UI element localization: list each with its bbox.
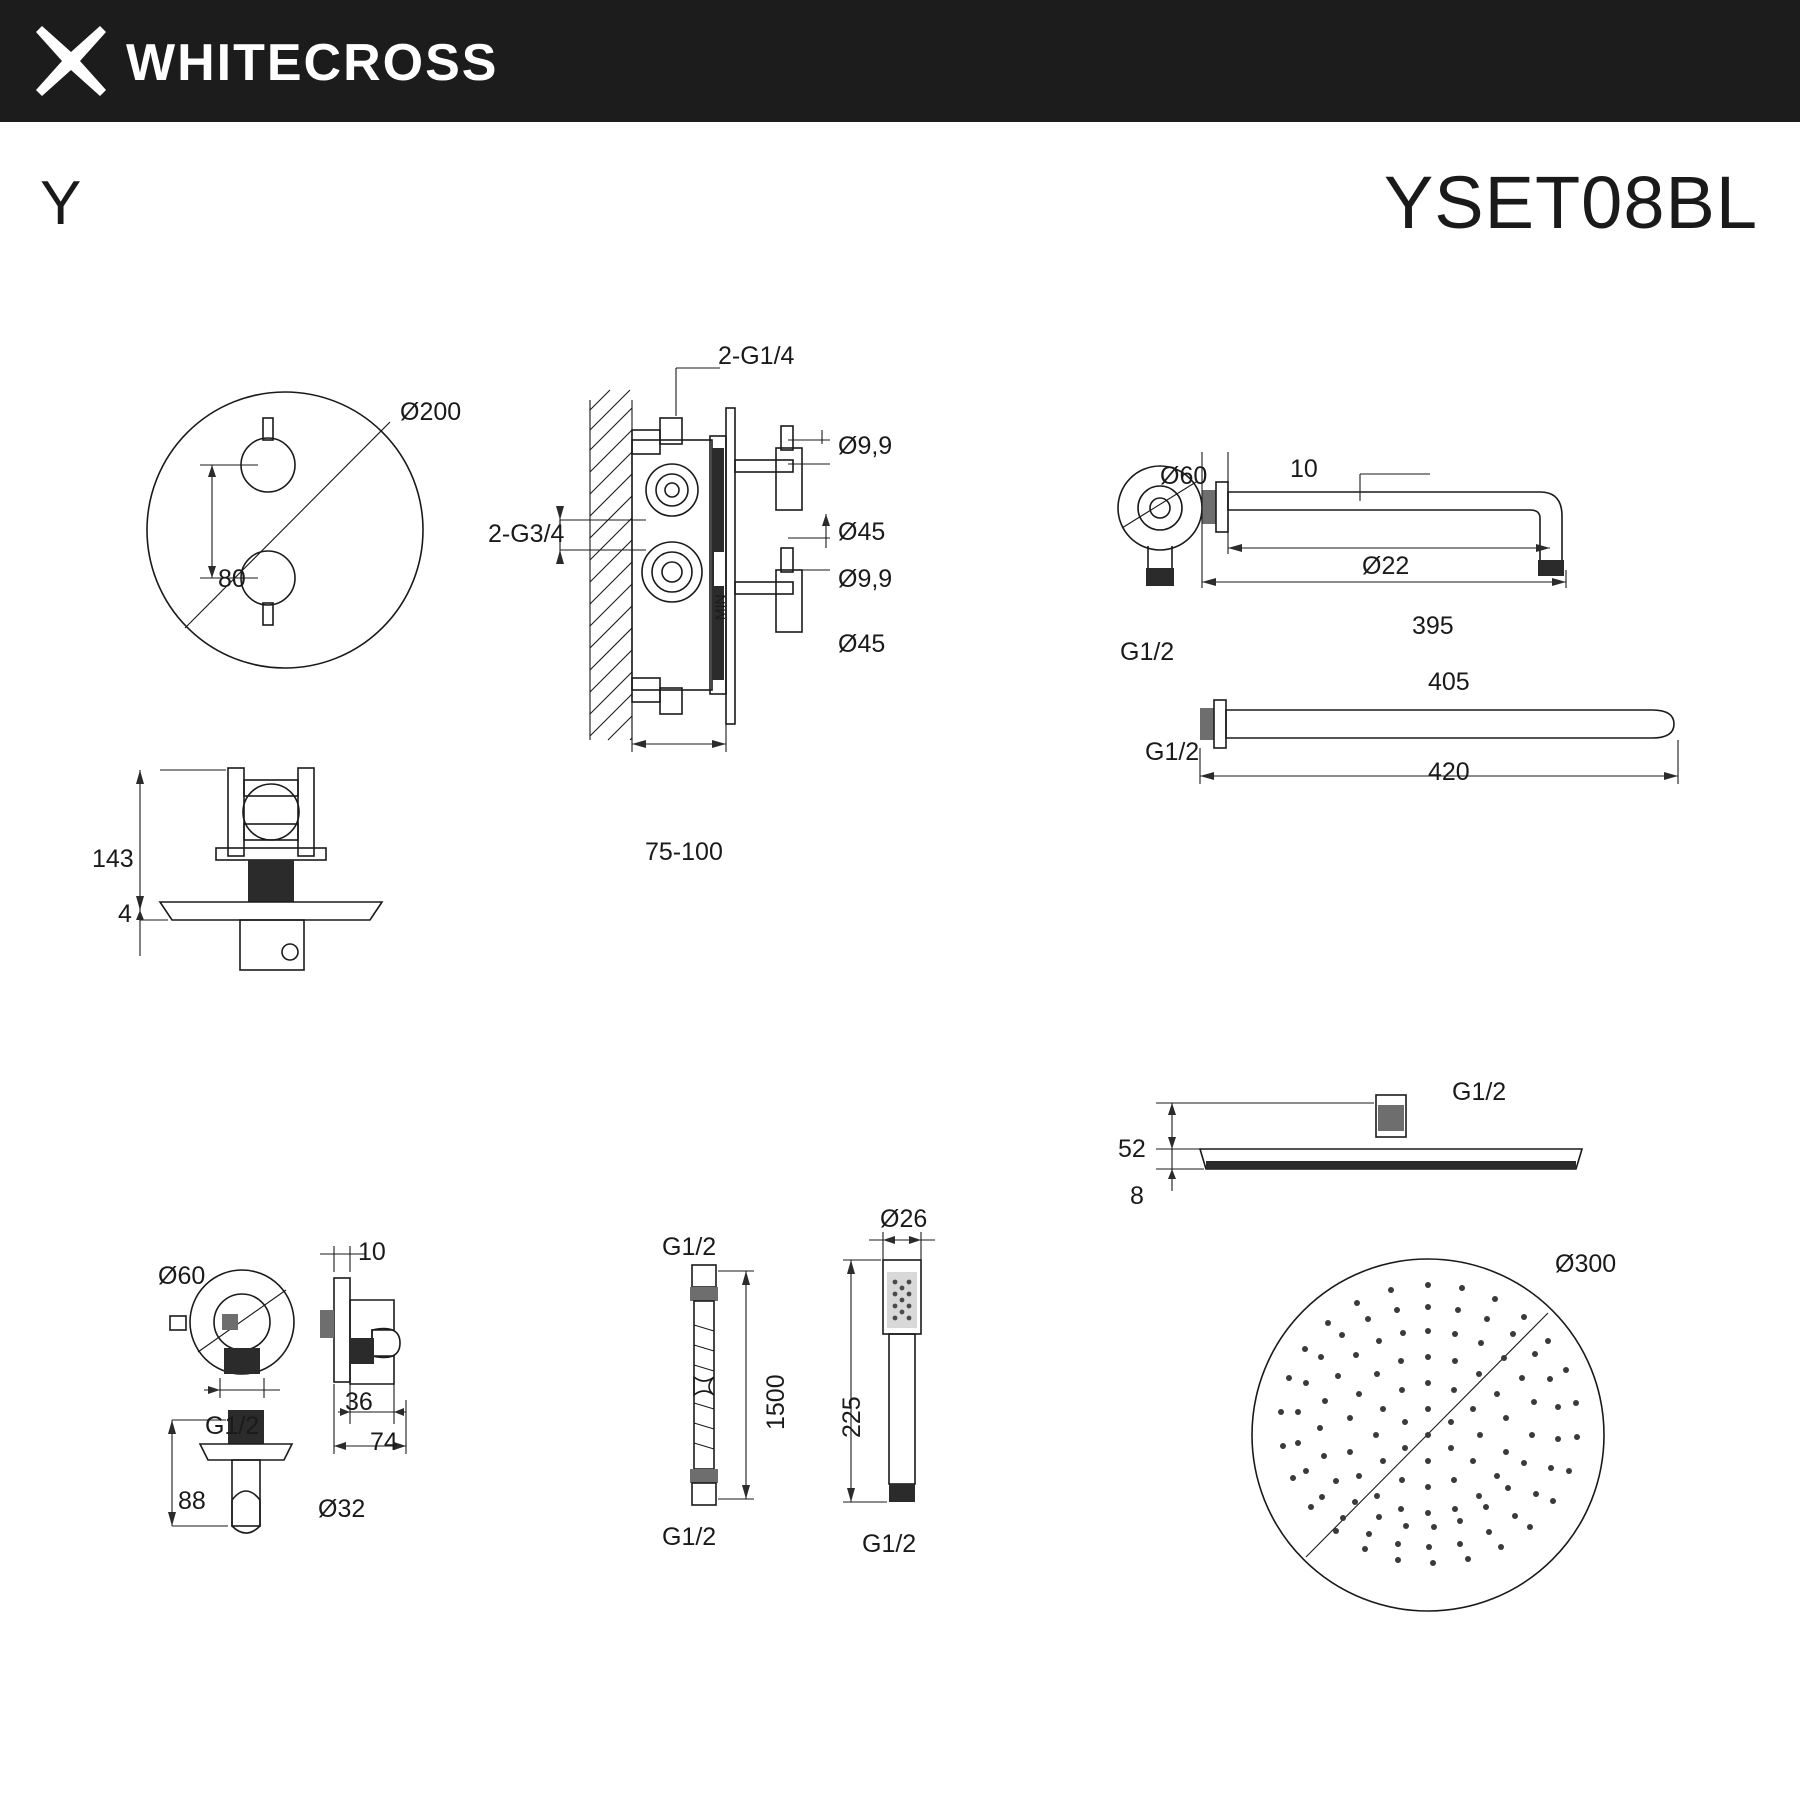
- dim-g12-hand: G1/2: [862, 1530, 917, 1558]
- header-bar: [0, 0, 1800, 122]
- min-marking: MIN: [712, 594, 728, 620]
- dim-74: 74: [370, 1428, 398, 1456]
- dim-g12-arm-2: G1/2: [1145, 738, 1200, 766]
- overhead-shower-front-view: [1248, 1255, 1608, 1615]
- dim-d26: Ø26: [880, 1205, 928, 1233]
- dim-d45-b: Ø45: [838, 630, 886, 658]
- dim-1500: 1500: [762, 1374, 790, 1430]
- dim-g12-outlet: G1/2: [205, 1412, 260, 1440]
- dim-d99-b: Ø9,9: [838, 565, 893, 593]
- x-cross-logo-icon: [32, 22, 110, 100]
- dim-143: 143: [92, 845, 134, 873]
- dim-d200: Ø200: [400, 398, 462, 426]
- dim-d60-arm: Ø60: [1160, 462, 1208, 490]
- dim-g12-head: G1/2: [1452, 1078, 1507, 1106]
- dim-d32: Ø32: [318, 1495, 366, 1523]
- dim-420: 420: [1428, 758, 1470, 786]
- dim-75-100: 75-100: [645, 838, 723, 866]
- dim-10-outlet: 10: [358, 1238, 386, 1266]
- dim-g12-hose-top: G1/2: [662, 1233, 717, 1261]
- dim-8: 8: [1130, 1182, 1144, 1210]
- thermostat-side-view: [120, 760, 440, 980]
- dim-d99-a: Ø9,9: [838, 432, 893, 460]
- overhead-shower-side-view: [1190, 1095, 1610, 1225]
- dim-405: 405: [1428, 668, 1470, 696]
- dim-395: 395: [1412, 612, 1454, 640]
- dim-d300: Ø300: [1555, 1250, 1617, 1278]
- dim-4: 4: [118, 900, 132, 928]
- dim-g12-arm-1: G1/2: [1120, 638, 1175, 666]
- wall-outlet-side-view: [320, 1260, 520, 1460]
- dim-d60-outlet: Ø60: [158, 1262, 206, 1290]
- dim-2g34: 2-G3/4: [488, 520, 565, 548]
- brand-name: WHITECROSS: [126, 34, 499, 92]
- dim-2g14: 2-G1/4: [718, 342, 795, 370]
- model-code: YSET08BL: [1383, 161, 1758, 244]
- dim-80: 80: [218, 565, 246, 593]
- section-right-dims: [770, 430, 900, 670]
- dim-36: 36: [345, 1388, 373, 1416]
- dim-d22: Ø22: [1362, 552, 1410, 580]
- dim-225: 225: [838, 1396, 866, 1438]
- hand-shower-view: [855, 1250, 1005, 1540]
- dim-10-arm: 10: [1290, 455, 1318, 483]
- dim-g12-hose-bottom: G1/2: [662, 1523, 717, 1551]
- dim-52: 52: [1118, 1135, 1146, 1163]
- dim-88: 88: [178, 1487, 206, 1515]
- dim-d45-a: Ø45: [838, 518, 886, 546]
- series-letter: Y: [40, 169, 82, 238]
